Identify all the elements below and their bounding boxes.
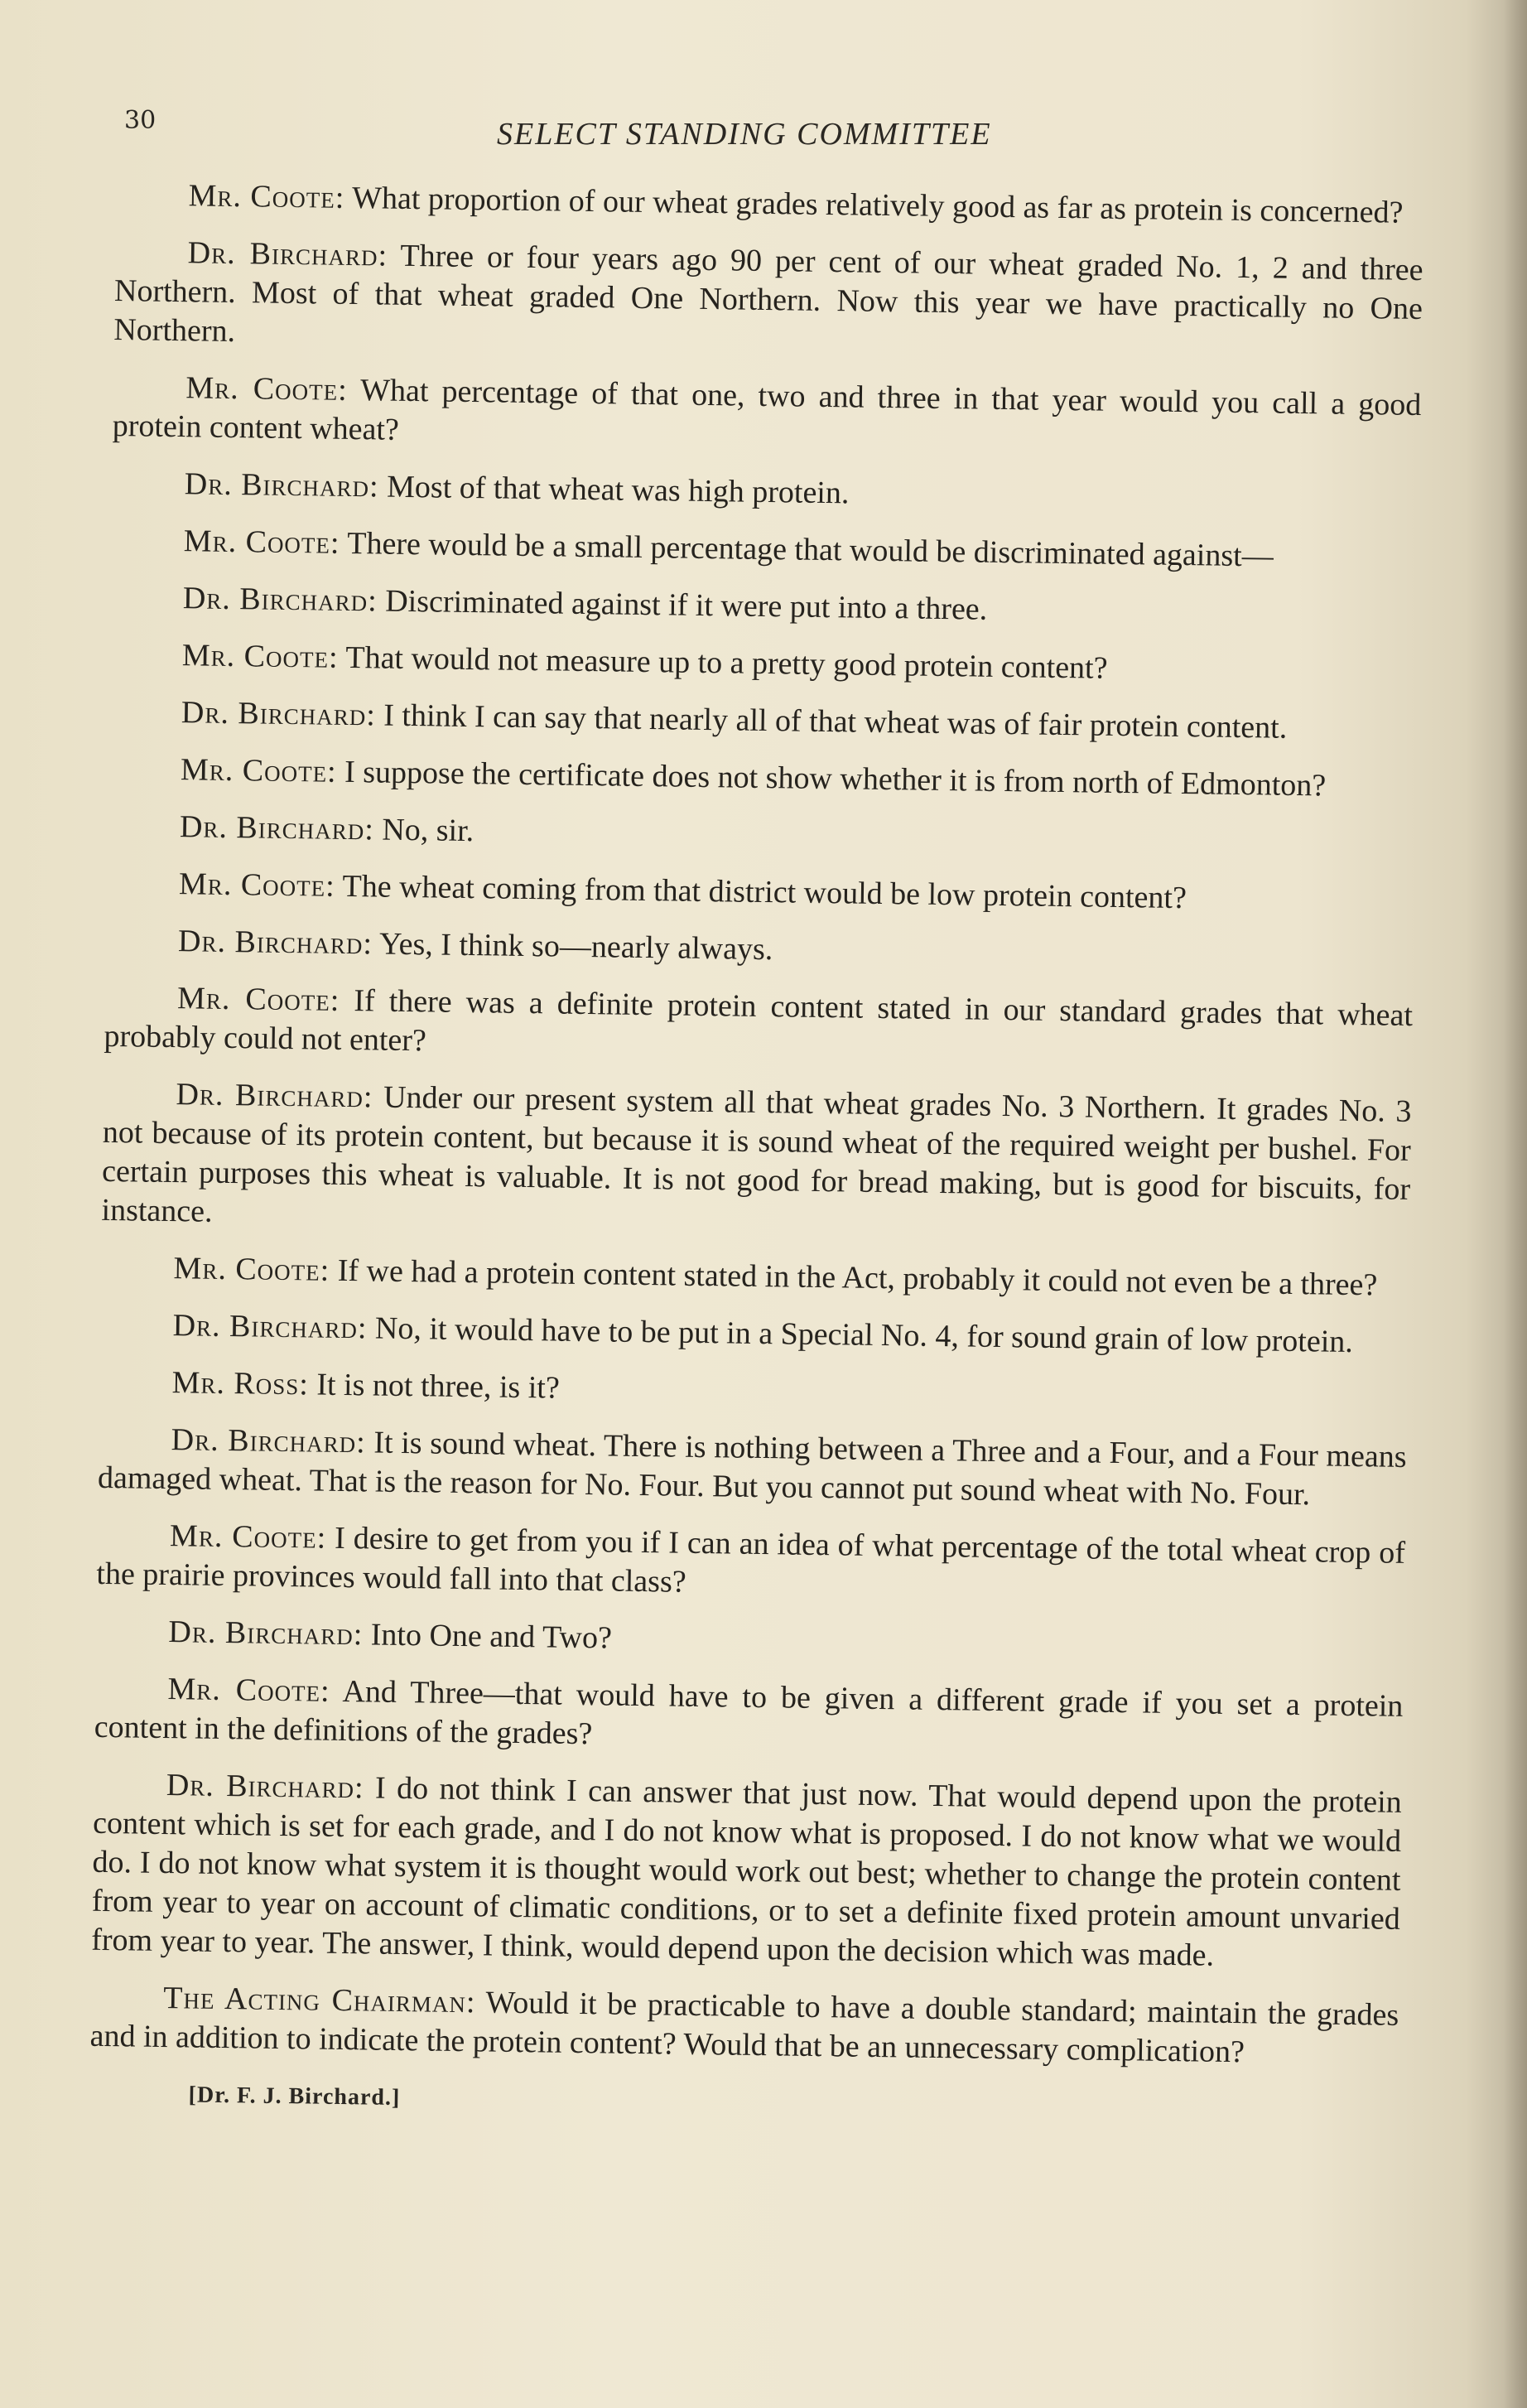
paragraph [107, 807, 1416, 864]
paragraph-text: If we had a protein content stated in the Act, probably it could not even be a three? [329, 1252, 1378, 1303]
paragraph-text: It is sound wheat. There is nothing between a Three and a Four, and a Four means damaged wheat. That is the reason for No. Four. But you cannot put sound wheat with No. Four. [97, 1425, 1407, 1513]
paragraph-text: Would it be practicable to have a double standard; maintain the grades and in addition to indicate the protein content? Would that be an unnecessary complication? [89, 1985, 1399, 2070]
speaker-name: Dr. Birchard: [184, 466, 379, 504]
paragraph-text: I suppose the certificate does not show whether it is from north of Edmonton? [336, 754, 1327, 803]
speaker-footnote: [Dr. F. J. Birchard.] [188, 2082, 401, 2111]
paragraph-text: I desire to get from you if I can an idea of what percentage of the total wheat crop of the prairie provinces would fall into that class? [96, 1520, 1406, 1600]
paragraph [110, 578, 1419, 635]
paragraph-text: Most of that wheat was high protein. [378, 469, 850, 511]
speaker-name: Mr. Coote: [180, 752, 337, 789]
paragraph [94, 1669, 1404, 1765]
speaker-name: Mr. Coote: [181, 638, 339, 675]
speaker-name: Dr. Birchard: [172, 1308, 368, 1346]
paragraph-text: And Three—that would have to be given a different grade if you set a protein content in the definitions of the grades? [94, 1673, 1404, 1752]
speaker-name: Mr. Coote: [178, 866, 336, 904]
paragraph-text: Under our present system all that wheat grades No. 3 Northern. It grades No. 3 not because of its protein content, but because it is sound wheat of the required weight per bushel. For certain purposes this wheat is valuable. It is not good for bread making, but is good for biscuits, for instance. [101, 1079, 1412, 1229]
paragraph-text: No, sir. [373, 812, 474, 849]
speaker-name: Dr. Birchard: [177, 924, 373, 962]
paragraph [99, 1363, 1408, 1420]
paragraph-text: What percentage of that one, two and three in that year would you call a good protein content wheat? [112, 372, 1422, 447]
paragraph-text: Three or four years ago 90 per cent of our wheat graded No. 1, 2 and three Northern. Most of that wheat graded One Northern. Now this year we have practically no One Northern. [113, 238, 1423, 350]
paragraph [96, 1516, 1405, 1612]
transcript-body [89, 176, 1424, 2131]
paragraph-text: Yes, I think so—nearly always. [372, 926, 773, 968]
paragraph [111, 464, 1420, 521]
page-number: 30 [124, 106, 157, 135]
paragraph-text: What proportion of our wheat grades relatively good as far as protein is concerned? [344, 180, 1404, 230]
paragraph [99, 1305, 1409, 1363]
paragraph [89, 1978, 1399, 2074]
speaker-name: Mr. Coote: [173, 1251, 330, 1288]
page-edge-shadow [1504, 0, 1527, 2408]
speaker-name: Mr. Coote: [176, 981, 340, 1018]
speaker-name: Mr. Coote: [185, 370, 349, 408]
speaker-name: Dr. Birchard: [182, 581, 378, 619]
paragraph-text: I do not think I can answer that just now. That would depend upon the protein content which is set for each grade, and I do not know what is proposed. I do not know what we would do. I do not know what system it is thought would work out best; whether to change the protein content from year to year on account of climatic conditions, or to set a definite fixed protein amount unvaried from year to year. The answer, I think, would depend upon the decision which was made. [90, 1770, 1403, 1973]
speaker-name: Dr. Birchard: [168, 1614, 364, 1653]
paragraph-text: There would be a small percentage that would be discriminated against— [340, 525, 1274, 574]
paragraph-text: If there was a definite protein content stated in our standard grades that wheat probably could not enter? [104, 982, 1414, 1059]
paragraph [100, 1248, 1409, 1305]
paragraph-text: It is not three, is it? [308, 1367, 561, 1406]
speaker-name: Mr. Coote: [167, 1672, 330, 1709]
speaker-name: Mr. Coote: [169, 1518, 327, 1556]
paragraph-text: That would not measure up to a pretty good protein content? [338, 639, 1108, 686]
paragraph [113, 233, 1423, 368]
speaker-name: Dr. Birchard: [166, 1768, 364, 1806]
paragraph [98, 1420, 1407, 1516]
paragraph [112, 368, 1421, 464]
paragraph [91, 1765, 1402, 1978]
speaker-name: The Acting Chairman: [162, 1981, 476, 2020]
running-header: SELECT STANDING COMMITTEE [497, 117, 992, 152]
paragraph [109, 635, 1419, 692]
paragraph [108, 692, 1418, 750]
paragraph-text: No, it would have to be put in a Special No. 4, for sound grain of low protein. [367, 1310, 1354, 1359]
speaker-name: Dr. Birchard: [181, 695, 377, 733]
paragraph-text: The wheat coming from that district would be low protein content? [335, 868, 1187, 916]
paragraph [108, 750, 1417, 807]
speaker-name: Dr. Birchard: [176, 1077, 373, 1115]
paragraph [111, 521, 1420, 578]
paragraph [115, 176, 1424, 233]
paragraph [104, 978, 1413, 1074]
speaker-name: Mr. Coote: [183, 524, 340, 561]
paragraph [105, 921, 1414, 978]
paragraph [106, 864, 1415, 921]
paragraph [101, 1074, 1411, 1248]
paragraph [95, 1612, 1404, 1669]
speaker-name: Dr. Birchard: [179, 809, 375, 847]
paragraph-text: Into One and Two? [363, 1617, 613, 1656]
speaker-name: Mr. Ross: [171, 1365, 310, 1402]
speaker-name: Dr. Birchard: [187, 235, 388, 273]
paragraph-text: Discriminated against if it were put into a three. [377, 583, 988, 627]
paragraph-text: I think I can say that nearly all of that wheat was of fair protein content. [375, 697, 1288, 746]
speaker-name: Dr. Birchard: [171, 1422, 367, 1460]
speaker-name: Mr. Coote: [188, 178, 345, 215]
